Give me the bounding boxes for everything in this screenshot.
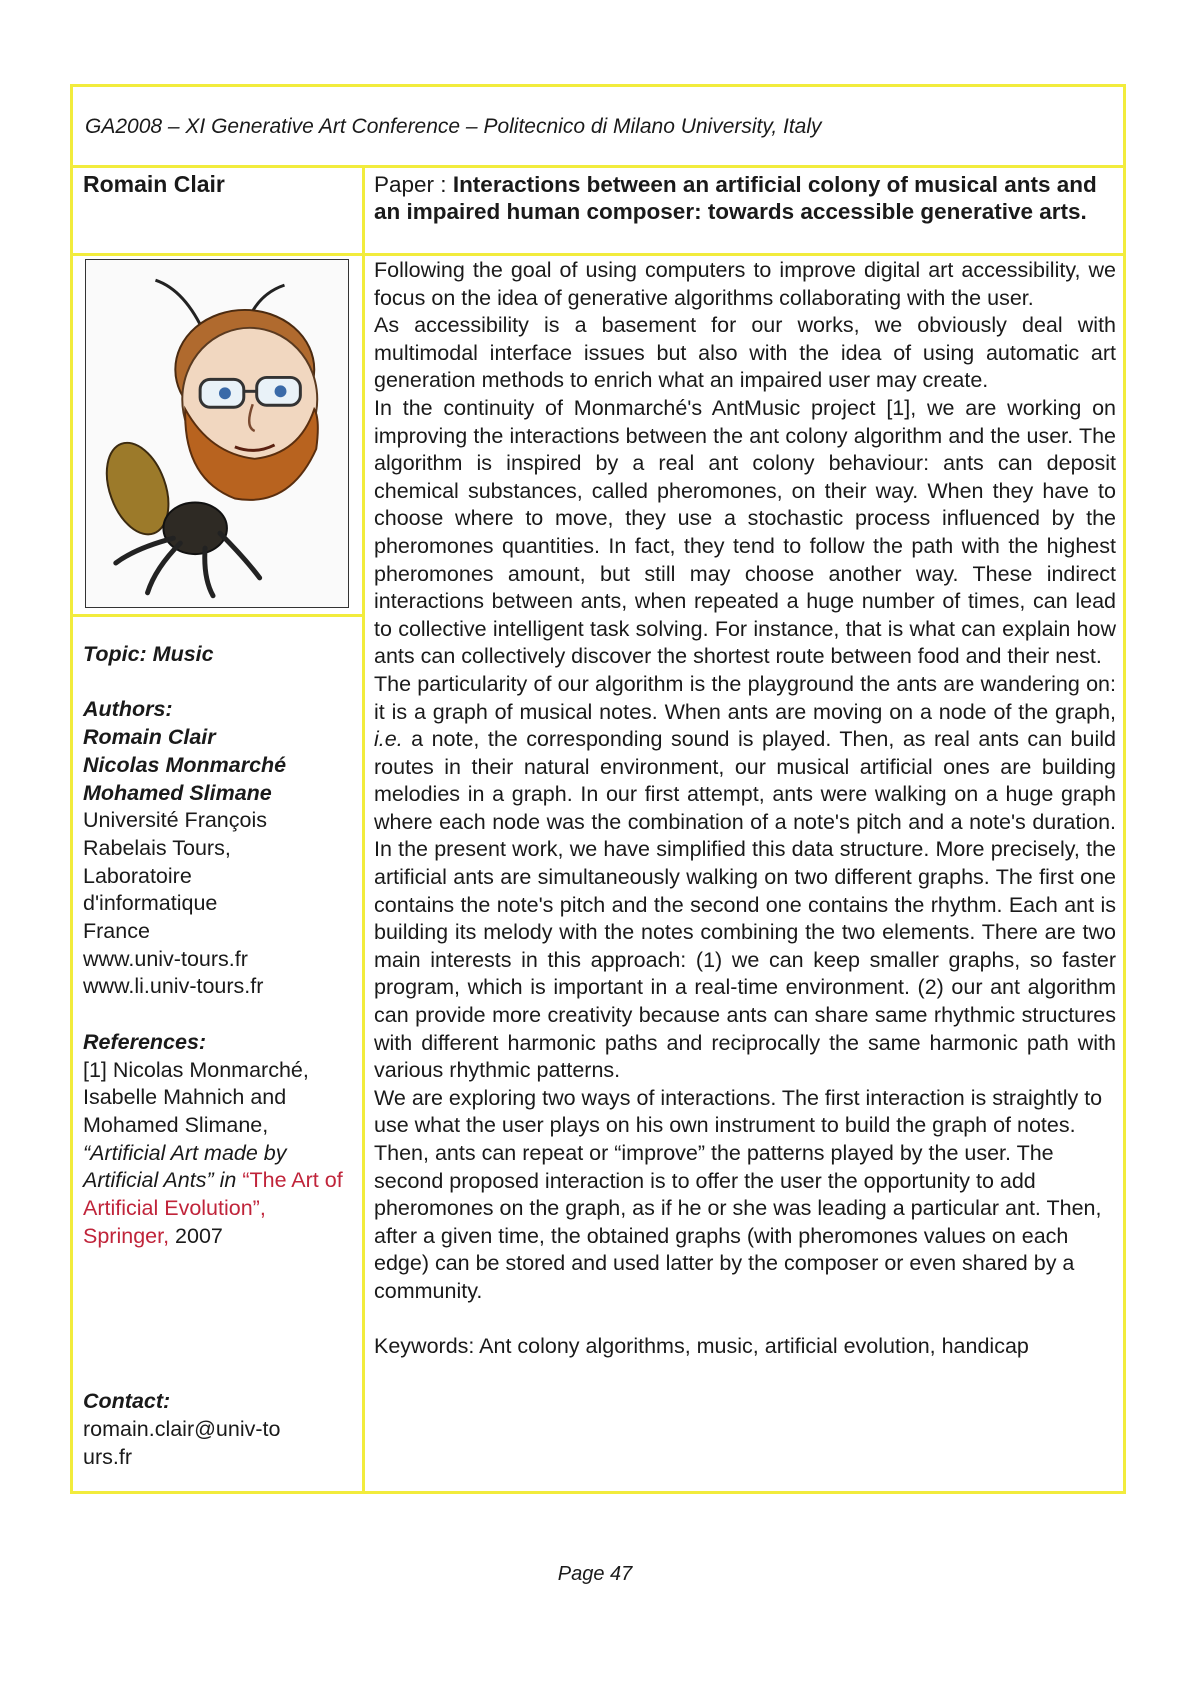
contact-label: Contact:	[83, 1389, 171, 1414]
paragraph-emphasis: i.e.	[374, 727, 403, 752]
affiliation-line: Université François	[83, 808, 267, 833]
abstract-paragraph: Following the goal of using computers to improve digital art accessibility, we focus on the idea of generative algorithms collaborating with the user.	[374, 258, 1116, 310]
sidebar	[83, 641, 355, 1472]
reference-title: “Artificial Art made by Artificial Ants” in	[83, 1140, 287, 1193]
abstract-body	[374, 257, 1116, 1361]
abstract-paragraph: In the continuity of Monmarché's AntMusic project [1], we are working on improving the interactions between the ant colony algorithm and the user. The algorithm is inspired by a real ant colony behaviour: ants can deposit chemical substances, called pheromones, on their way. When they have to choose where to move, they use a stochastic process influenced by the pheromones quantities. In fact, they tend to follow the path with the highest pheromones amount, but still may choose another way. These indirect interactions between ants, when repeated a huge number of times, can lead to collective intelligent task solving. For instance, that is what can explain how ants can collectively discover the shortest route between food and their nest.	[374, 395, 1116, 669]
keywords: Keywords: Ant colony algorithms, music, artificial evolution, handicap	[374, 1334, 1029, 1359]
divider-line	[73, 253, 362, 256]
reference-publisher: Springer,	[83, 1223, 170, 1248]
reference-authors: [1] Nicolas Monmarché, Isabelle Mahnich and Mohamed Slimane,	[83, 1057, 309, 1137]
reference-item	[83, 1057, 355, 1251]
affiliation-line: Rabelais Tours,	[83, 835, 231, 860]
references-label: References:	[83, 1029, 207, 1054]
website-link[interactable]: www.univ-tours.fr	[83, 946, 248, 971]
affiliation-line: France	[83, 919, 150, 944]
author-name: Romain Clair	[83, 171, 225, 197]
reference-year: 2007	[175, 1223, 223, 1248]
website-link[interactable]: www.li.univ-tours.fr	[83, 974, 264, 999]
abstract-paragraph	[374, 671, 1116, 1085]
reference-book: “The Art of Artificial Evolution”,	[83, 1168, 343, 1221]
abstract-paragraph: We are exploring two ways of interactions. The first interaction is straightly to use what the user plays on his own instrument to build the graph of notes. Then, ants can repeat or “improve” the patterns played by the user. The second proposed interaction is to offer the user the opportunity to add pheromones on the graph, as if he or she was leading a particular ant. Then, after a given time, the obtained graphs (with pheromones values on each edge) can be stored and used latter by the composer or even shared by a community.	[374, 1085, 1103, 1303]
paper-title-prefix: Paper :	[374, 172, 447, 197]
contact-email[interactable]: romain.clair@univ-tours.fr	[83, 1417, 281, 1469]
paper-title-text: Interactions between an artificial colony of musical ants and an impaired human composer: towards accessible generative arts.	[374, 172, 1097, 224]
title-divider-line	[365, 253, 1123, 256]
affiliation-line: d'informatique	[83, 891, 218, 916]
caricature-portrait-ant-icon	[85, 259, 349, 608]
author-item: Romain Clair	[83, 725, 216, 750]
topic-label: Topic: Music	[83, 642, 214, 666]
author-item: Mohamed Slimane	[83, 780, 272, 805]
author-item: Nicolas Monmarché	[83, 752, 287, 777]
paper-frame	[70, 84, 1126, 1494]
page-number: Page 47	[557, 1563, 633, 1585]
paper-title	[374, 171, 1116, 225]
conference-header	[73, 87, 1123, 168]
paragraph-part: a note, the corresponding sound is played. Then, as real ants can build routes in their natural environment, our musical artificial ones are building melodies in a graph. In our first attempt, ants were walking on a huge graph where each node was the combination of a note's pitch and a note's duration. In the present work, we have simplified this data structure. More precisely, the artificial ants are simultaneously walking on two different graphs. The first one contains the note's pitch and the second one contains the rhythm. Each ant is building its melody with the notes combining the two elements. There are two main interests in this approach: (1) we can keep smaller graphs, so faster program, which is important in a real-time environment. (2) our ant algorithm can provide more creativity because ants can share same rhythmic structures with different harmonic paths and reciprocally the same harmonic path with various rhythmic patterns.	[374, 727, 1116, 1083]
conference-title: GA2008 – XI Generative Art Conference – Politecnico di Milano University, Italy	[85, 115, 822, 138]
abstract-paragraph: As accessibility is a basement for our works, we obviously deal with multimodal interface issues but also with the idea of using automatic art generation methods to enrich what an impaired user may create.	[374, 313, 1116, 393]
authors-label: Authors:	[83, 697, 173, 722]
column-divider	[362, 168, 365, 1491]
affiliation-line: Laboratoire	[83, 863, 192, 888]
divider-line	[73, 614, 362, 617]
paragraph-part: The particularity of our algorithm is the playground the ants are wandering on: it is a graph of musical notes. When ants are moving on a node of the graph,	[374, 671, 1116, 724]
